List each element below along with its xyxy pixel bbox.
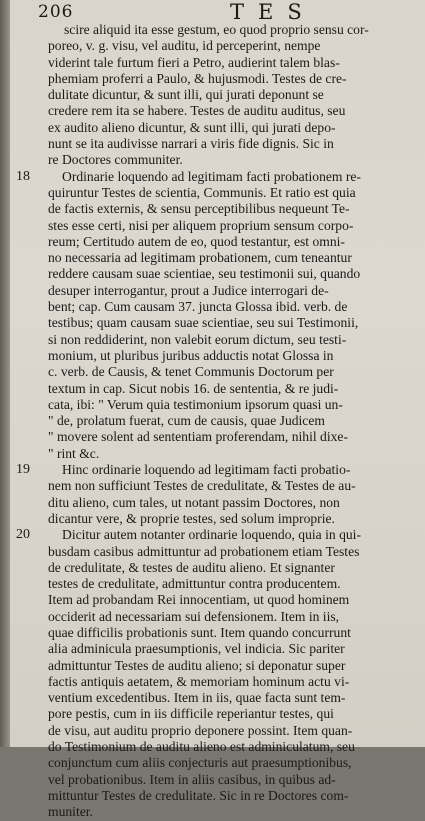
line-text: Item ad probandam Rei innocentiam, ut quod hominem [48, 592, 350, 608]
text-line [0, 315, 425, 331]
line-text: quae difficilis probationis sunt. Item quando concurrunt [48, 624, 351, 640]
text-line [0, 723, 425, 739]
text-line [0, 250, 425, 266]
text-line [0, 804, 425, 820]
text-line [0, 609, 425, 625]
line-text: " rint &c. [48, 445, 100, 461]
line-text: " movere solent ad sententiam proferendam, nihil dixe- [48, 429, 348, 445]
line-text: testes de credulitate, admittuntur contra producentem. [48, 576, 341, 592]
line-text: de visu, aut auditu proprio deponere possint. Item quan- [48, 722, 353, 738]
line-text: quiruntur Testes de scientia, Communis. Et ratio est quia [48, 184, 356, 200]
paragraph-number: 20 [16, 527, 30, 543]
text-line [0, 283, 425, 299]
line-text: textum in cap. Sicut nobis 16. de sententia, & re judi- [48, 380, 339, 396]
text-line [0, 658, 425, 674]
line-text: re Doctores communiter. [48, 152, 183, 168]
text-line [0, 739, 425, 755]
text-line [0, 71, 425, 87]
line-text: viderint tale furtum fieri a Petro, audierint talem blas- [48, 54, 340, 70]
line-text: do Testimonium de auditu alieno est adminiculatum, seu [48, 739, 355, 755]
page-number: 206 [38, 2, 74, 22]
text-line [0, 755, 425, 771]
line-text: stes esse certi, nisi per aliquem proprium sensum corpo- [48, 217, 354, 233]
text-line [0, 234, 425, 250]
line-text: dulitate dicuntur, & sunt illi, qui jurati deponunt se [48, 87, 324, 103]
text-line [0, 772, 425, 788]
line-text: phemiam proferri a Paulo, & hujusmodi. Testes de cre- [48, 70, 347, 86]
text-line [0, 201, 425, 217]
text-line [0, 690, 425, 706]
text-line [0, 674, 425, 690]
line-text: nunt se ita audivisse narrari a viris fide dignis. Sic in [48, 136, 334, 152]
line-text: no necessaria ad legitimam probationem, cum teneantur [48, 250, 352, 266]
line-text: desuper interrogantur, prout a Judice interrogari de- [48, 282, 329, 298]
text-line [0, 413, 425, 429]
text-line [0, 446, 425, 462]
text-line [0, 511, 425, 527]
text-line [0, 625, 425, 641]
paragraph-number: 18 [16, 168, 30, 184]
line-text: muniter. [48, 804, 93, 820]
text-line [0, 185, 425, 201]
text-line [0, 478, 425, 494]
text-line [0, 381, 425, 397]
line-text: credere rem ita se habere. Testes de auditu auditus, seu [48, 103, 346, 119]
text-line [0, 788, 425, 804]
line-text: mittuntur Testes de credulitate. Sic in re Doctores com- [48, 787, 349, 803]
line-text: " de, prolatum fuerat, cum de causis, quae Judicem [48, 413, 325, 429]
line-text: reddere causam suae scientiae, seu testimonii sui, quando [48, 266, 361, 282]
line-text: Dicitur autem notanter ordinarie loquendo, quia in qui- [62, 527, 361, 543]
text-line [0, 55, 425, 71]
text-line [0, 576, 425, 592]
line-text: factis antiquis aetatem, & memoriam hominum actu vi- [48, 673, 350, 689]
line-text: conjunctum cum aliis conjecturis aut praesumptionibus, [48, 755, 352, 771]
paragraph [0, 22, 425, 169]
running-head: TES [230, 0, 316, 24]
body-text [0, 22, 425, 821]
text-line [0, 152, 425, 168]
paragraph-number: 19 [16, 462, 30, 478]
line-text: ventium excedentibus. Item in iis, quae facta sunt tem- [48, 690, 346, 706]
text-line [0, 299, 425, 315]
paragraph [0, 527, 425, 820]
line-text: vel probationibus. Item in aliis casibus, in quibus ad- [48, 771, 336, 787]
line-text: ditu alieno, cum tales, ut notant passim Doctores, non [48, 494, 340, 510]
line-text: testibus; quam causam suae scientiae, seu sui Testimonii, [48, 315, 359, 331]
text-line [0, 397, 425, 413]
text-line [0, 348, 425, 364]
line-text: alia adminicula praesumptionis, vel indicia. Sic pariter [48, 641, 345, 657]
line-text: pore pestis, cum in iis difficile reperiantur testes, qui [48, 706, 334, 722]
text-line [0, 364, 425, 380]
text-line [0, 169, 425, 185]
text-line [0, 120, 425, 136]
line-text: de factis externis, & sensu perceptibilibus nequeunt Te- [48, 201, 350, 217]
paragraph [0, 169, 425, 462]
text-line [0, 22, 425, 38]
line-text: poreo, v. g. visu, vel auditu, id perceperint, nempe [48, 38, 321, 54]
text-line [0, 266, 425, 282]
text-line [0, 218, 425, 234]
text-line [0, 332, 425, 348]
line-text: Ordinarie loquendo ad legitimam facti probationem re- [62, 168, 361, 184]
text-line [0, 560, 425, 576]
text-line [0, 527, 425, 543]
text-line [0, 462, 425, 478]
text-line [0, 706, 425, 722]
line-text: bent; cap. Cum causam 37. juncta Glossa ibid. verb. de [48, 299, 348, 315]
text-line [0, 87, 425, 103]
line-text: reum; Certitudo autem de eo, quod testantur, est omni- [48, 233, 345, 249]
line-text: nem non sufficiunt Testes de credulitate, & Testes de au- [48, 478, 356, 494]
line-text: c. verb. de Causis, & tenet Communis Doctorum per [48, 364, 334, 380]
line-text: de credulitate, & testes de auditu alieno. Et signanter [48, 559, 335, 575]
line-text: monium, ut pluribus juribus adductis notat Glossa in [48, 347, 334, 363]
line-text: cata, ibi: " Verum quia testimonium ipsorum quasi un- [48, 396, 343, 412]
text-line [0, 544, 425, 560]
line-text: ex audito alieno dicuntur, & sunt illi, qui jurati depo- [48, 119, 336, 135]
text-line [0, 495, 425, 511]
line-text: Hinc ordinarie loquendo ad legitimam facti probatio- [62, 462, 351, 478]
text-line [0, 38, 425, 54]
text-line [0, 136, 425, 152]
text-line [0, 429, 425, 445]
line-text: admittuntur Testes de auditu alieno; si deponatur super [48, 657, 346, 673]
line-text: scire aliquid ita esse gestum, eo quod proprio sensu cor- [64, 22, 369, 37]
paragraph [0, 462, 425, 527]
line-text: occiderit ad necessariam sui defensionem. Item in iis, [48, 608, 340, 624]
text-line [0, 641, 425, 657]
text-line [0, 592, 425, 608]
line-text: busdam casibus admittuntur ad probationem etiam Testes [48, 543, 360, 559]
text-line [0, 103, 425, 119]
line-text: dicantur vere, & proprie testes, sed solum improprie. [48, 510, 335, 526]
line-text: si non reddiderint, non valebit eorum dictum, seu testi- [48, 331, 347, 347]
